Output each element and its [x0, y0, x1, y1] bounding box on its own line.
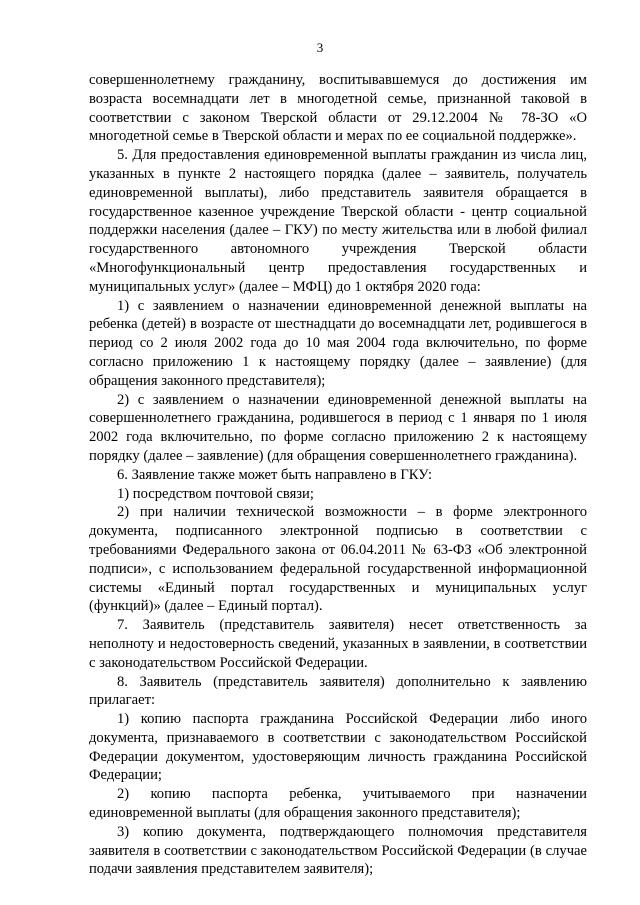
paragraph-item-8-3: 3) копию документа, подтверждающего полномочия представителя заявителя в соответствии с законодательством Российской Федерации (в случае подачи заявления представителем заявителя);: [89, 823, 587, 878]
paragraph-item-6-1: 1) посредством почтовой связи;: [117, 485, 314, 502]
paragraph-item-5-1: 1) с заявлением о назначении единовременной денежной выплаты на ребенка (детей) в возрасте от шестнадцати до восемнадцати лет, родившегося в период со 2 июля 2002 года до 10 мая 2004 года включительно, по форме согласно приложению 1 к настоящему порядку (далее – заявление) (для обращения законного представителя);: [89, 297, 587, 389]
paragraph-item-6-2: 2) при наличии технической возможности – в форме электронного документа, подписанного электронной подписью в соответствии с требованиями Федерального закона от 06.04.2011 № 63-ФЗ «Об электронной подписи», с использованием федеральной государственной информационной системы «Единый портал государственных и муниципальных услуг (функций)» (далее – Единый портал).: [89, 504, 587, 615]
page-number: 3: [316, 40, 324, 55]
paragraph-item-8: 8. Заявитель (представитель заявителя) дополнительно к заявлению прилагает:: [89, 673, 587, 709]
paragraph-item-5: 5. Для предоставления единовременной выплаты гражданин из числа лиц, указанных в пункте 2 настоящего порядка (далее – заявитель, получатель единовременной выплаты), либо представитель заявителя обращается в государственное казенное учреждение Тверской области - центр социальной поддержки населения (далее – ГКУ) по месту жительства или в любой филиал государственного автономного учреждения Тверской области «Многофункциональный центр предоставления государственных и муниципальных услуг» (далее – МФЦ) до 1 октября 2020 года:: [89, 147, 587, 295]
paragraph-item-6: 6. Заявление также может быть направлено в ГКУ:: [117, 466, 433, 483]
paragraph-item-8-1: 1) копию паспорта гражданина Российской Федерации либо иного документа, признаваемого в соответствии с законодательством Российской Федерации документом, удостоверяющим личность гражданина Российской Федерации;: [89, 711, 587, 784]
paragraph-item-7: 7. Заявитель (представитель заявителя) несет ответственность за неполноту и недостоверность сведений, указанных в заявлении, в соответствии с законодательством Российской Федерации.: [89, 617, 587, 671]
document-body: [89, 71, 587, 879]
paragraph-item-8-2: 2) копию паспорта ребенка, учитываемого при назначении единовременной выплаты (для обращения законного представителя);: [89, 786, 587, 822]
paragraph-item-5-2: 2) с заявлением о назначении единовременной денежной выплаты на совершеннолетнего гражданина, родившегося в период с 1 января по 1 июля 2002 года включительно, по форме согласно приложению 2 к настоящему порядку (далее – заявление) (для обращения совершеннолетнего гражданина).: [89, 391, 587, 464]
paragraph-continuation: совершеннолетнему гражданину, воспитывавшемуся до достижения им возраста восемнадцати лет в многодетной семье, признанной таковой в соответствии с законом Тверской области от 29.12.2004 № 78-ЗО «О многодетной семье в Тверской области и мерах по ее социальной поддержке».: [89, 72, 587, 145]
